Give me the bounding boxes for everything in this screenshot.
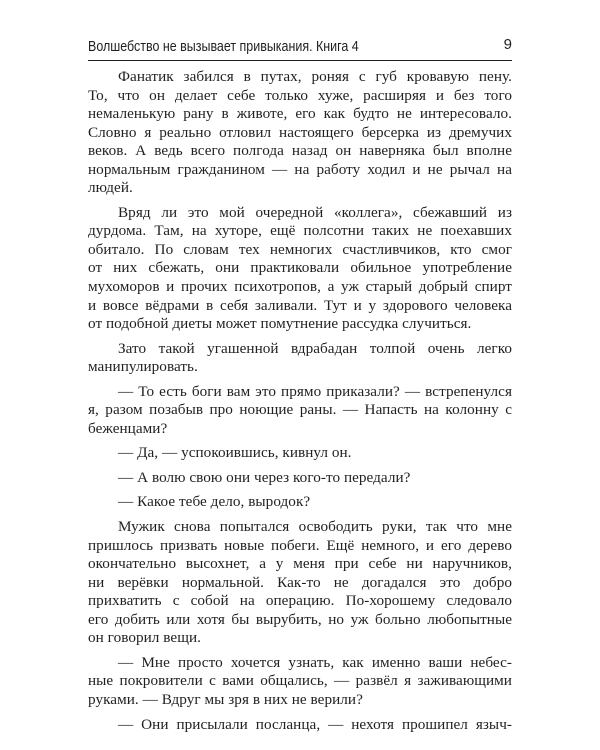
text-line: беженцами? <box>88 419 168 437</box>
text-line: он говорил вещи. <box>88 629 201 647</box>
text-line: его добить или хотя бы вырубить, но уж больно любопытные <box>88 610 512 628</box>
paragraph <box>88 383 512 439</box>
paragraph <box>88 444 512 463</box>
paragraph <box>88 68 512 198</box>
text-line: — Мне просто хочется узнать, как именно ваши небес- <box>118 653 512 671</box>
text-line: обитало. По словам тех немногих счастливчиков, кто смог <box>88 240 512 258</box>
text-line: мухоморов и прочих психотропов, а уж старый добрый спирт <box>88 278 512 296</box>
paragraph <box>88 518 512 648</box>
text-line: от подобной диеты может помутнение рассудка случиться. <box>88 315 472 333</box>
paragraph <box>88 493 512 512</box>
text-line: немаленькую рану в животе, его как будто не интересовало. <box>88 105 512 123</box>
paragraph <box>88 469 512 488</box>
text-line: руками. — Вдруг мы зря в них не верили? <box>88 690 363 708</box>
body-text <box>88 68 512 734</box>
paragraph <box>88 654 512 710</box>
text-line: Вряд ли это мой очередной «коллега», сбежавший из <box>118 203 512 221</box>
text-line: нормальным гражданином — на работу ходил и не рычал на <box>88 160 512 178</box>
text-line: ни верёвки нормальной. Как-то не догадался это добро <box>88 573 512 591</box>
text-line: манипулировать. <box>88 358 198 376</box>
text-line: — Они присылали посланца, — нехотя прошипел языч- <box>118 715 512 733</box>
text-line: я, разом позабыв про ноющие раны. — Напасть на колонну с <box>88 401 512 419</box>
text-line: пришлось призвать новые побеги. Ещё немного, и его дерево <box>88 536 512 554</box>
text-line: — Да, — успокоившись, кивнул он. <box>118 444 352 462</box>
text-line: Мужик снова попытался освободить руки, так что мне <box>118 518 512 536</box>
text-line: от них сбежать, они практиковали обильное употребление <box>88 259 512 277</box>
text-line: и вовсе вёдрами в себя заливали. Тут и у здорового человека <box>88 296 512 314</box>
paragraph <box>88 340 512 377</box>
text-line: людей. <box>88 179 133 197</box>
page-number: 9 <box>503 36 512 53</box>
text-line: Словно я реально отловил настоящего берсерка из дремучих <box>88 123 512 141</box>
text-line: — А волю свою они через кого-то передали? <box>118 468 411 486</box>
text-line: — То есть боги вам это прямо приказали? — встрепенулся <box>118 382 512 400</box>
text-line: веков. А ведь всего полгода назад он наверняка был вполне <box>88 142 512 160</box>
paragraph <box>88 204 512 334</box>
text-line: прихватить с собой на операцию. По-хорошему следовало <box>88 592 512 610</box>
book-title: Волшебство не вызывает привыкания. Книга 4 <box>88 39 359 55</box>
text-line: Зато такой угашенной вдрабадан толпой очень легко <box>118 339 512 357</box>
text-line: То, что он делает себе только хуже, расширяя и без того <box>88 86 512 104</box>
text-line: ные покровители с вами общались, — развёл я заживающими <box>88 672 512 690</box>
running-header <box>88 38 512 61</box>
text-line: Фанатик забился в путах, роняя с губ кровавую пену. <box>118 68 512 85</box>
paragraph <box>88 716 512 735</box>
text-line: окончательно высохнет, а у меня при себе ни наручников, <box>88 555 512 573</box>
text-line: — Какое тебе дело, выродок? <box>118 493 311 511</box>
text-line: дурдома. Там, на хуторе, ещё полсотни таких не поехавших <box>88 222 512 240</box>
